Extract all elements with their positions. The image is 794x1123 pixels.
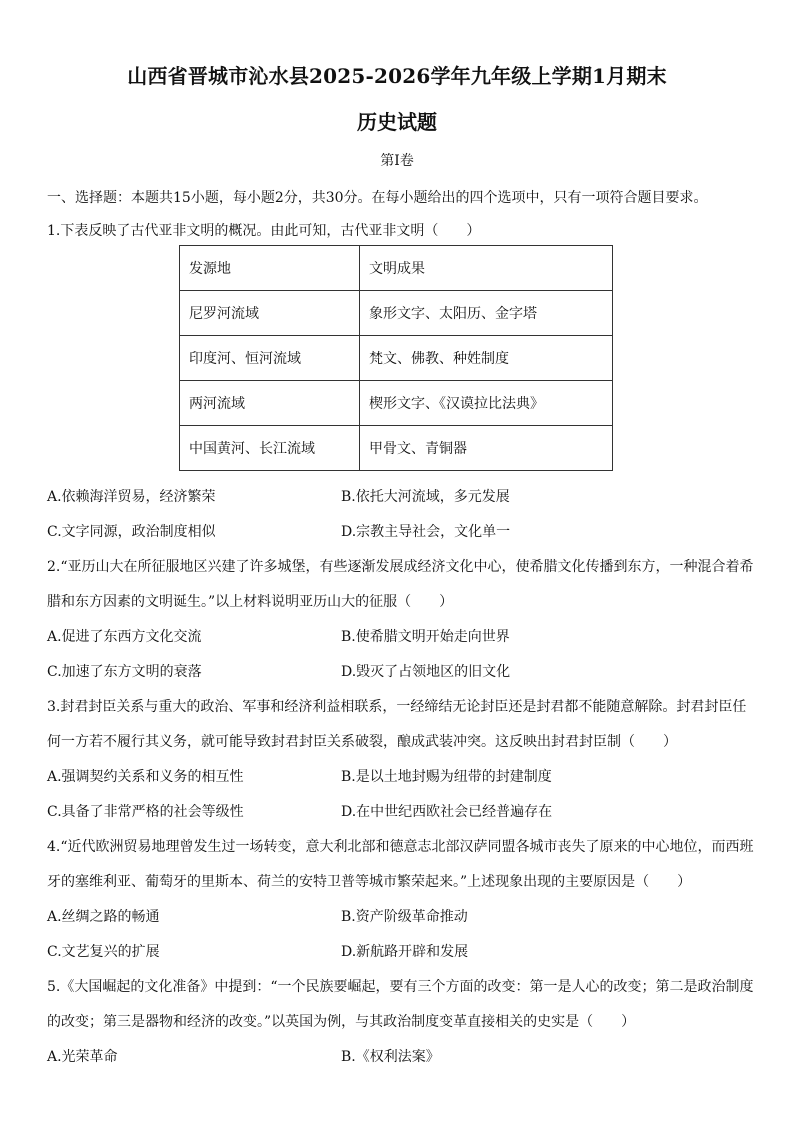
- exam-subject: 历史试题: [357, 110, 437, 134]
- table-cell: 楔形文字、《汉谟拉比法典》: [360, 381, 613, 426]
- table-cell: 梵文、佛教、种姓制度: [360, 336, 613, 381]
- q2-option-a: A.促进了东西方文化交流: [47, 629, 202, 645]
- q4-option-c: C.文艺复兴的扩展: [47, 944, 160, 960]
- q4-stem-line-1: 4.“近代欧洲贸易地理曾发生过一场转变，意大利北部和德意志北部汉萨同盟各城市丧失了原来的中心地位，而西班: [47, 839, 754, 855]
- table-row: [180, 291, 613, 336]
- section-instructions: 一、选择题：本题共15小题，每小题2分，共30分。在每小题给出的四个选项中，只有一项符合题目要求。: [47, 190, 708, 206]
- q2-stem-line-2: 腊和东方因素的文明诞生。”以上材料说明亚历山大的征服（ ）: [47, 594, 454, 610]
- q2-stem-line-1: 2.“亚历山大在所征服地区兴建了许多城堡，有些逐渐发展成经济文化中心，使希腊文化传播到东方，一种混合着希: [47, 559, 754, 575]
- q5-option-a: A.光荣革命: [47, 1049, 118, 1065]
- q4-option-d: D.新航路开辟和发展: [341, 944, 469, 960]
- q1-stem: 1.下表反映了古代亚非文明的概况。由此可知，古代亚非文明（ ）: [47, 223, 481, 239]
- volume-label: 第Ⅰ卷: [380, 153, 414, 169]
- q4-stem-line-2: 牙的塞维利亚、葡萄牙的里斯本、荷兰的安特卫普等城市繁荣起来。”上述现象出现的主要原因是（ ）: [47, 874, 692, 890]
- table-header-cell: 文明成果: [360, 246, 613, 291]
- q3-stem-line-1: 3.封君封臣关系与重大的政治、军事和经济利益相联系，一经缔结无论封臣还是封君都不能随意解除。封君封臣任: [47, 699, 747, 715]
- q2-option-b: B.使希腊文明开始走向世界: [341, 629, 510, 645]
- q5-stem-line-1: 5.《大国崛起的文化准备》中提到：“一个民族要崛起，要有三个方面的改变：第一是人心的改变；第二是政治制度: [47, 979, 754, 995]
- q3-option-c: C.具备了非常严格的社会等级性: [47, 804, 244, 820]
- q3-option-b: B.是以土地封赐为纽带的封建制度: [341, 769, 552, 785]
- q1-option-a: A.依赖海洋贸易，经济繁荣: [47, 489, 216, 505]
- table-cell: 甲骨文、青铜器: [360, 426, 613, 471]
- q1-option-b: B.依托大河流域，多元发展: [341, 489, 510, 505]
- table-cell: 印度河、恒河流域: [180, 336, 360, 381]
- table-cell: 中国黄河、长江流域: [180, 426, 360, 471]
- q4-option-a: A.丝绸之路的畅通: [47, 909, 160, 925]
- table-row: [180, 336, 613, 381]
- q1-option-c: C.文字同源，政治制度相似: [47, 524, 216, 540]
- q2-option-d: D.毁灭了占领地区的旧文化: [341, 664, 511, 680]
- table-header-cell: 发源地: [180, 246, 360, 291]
- q1-table: [179, 245, 613, 471]
- table-cell: 象形文字、太阳历、金字塔: [360, 291, 613, 336]
- q4-option-b: B.资产阶级革命推动: [341, 909, 468, 925]
- exam-title: 山西省晋城市沁水县2025-2026学年九年级上学期1月期末: [127, 64, 667, 88]
- q1-option-d: D.宗教主导社会，文化单一: [341, 524, 511, 540]
- table-cell: 尼罗河流域: [180, 291, 360, 336]
- q3-stem-line-2: 何一方若不履行其义务，就可能导致封君封臣关系破裂，酿成武装冲突。这反映出封君封臣制（ ）: [47, 734, 677, 750]
- q3-option-a: A.强调契约关系和义务的相互性: [47, 769, 244, 785]
- table-row: [180, 381, 613, 426]
- table-cell: 两河流域: [180, 381, 360, 426]
- q3-option-d: D.在中世纪西欧社会已经普遍存在: [341, 804, 553, 820]
- table-row: [180, 426, 613, 471]
- table-header-row: [180, 246, 613, 291]
- q5-option-b: B.《权利法案》: [341, 1049, 440, 1065]
- q2-option-c: C.加速了东方文明的衰落: [47, 664, 202, 680]
- q5-stem-line-2: 的改变；第三是器物和经济的改变。”以英国为例，与其政治制度变革直接相关的史实是（ ）: [47, 1014, 636, 1030]
